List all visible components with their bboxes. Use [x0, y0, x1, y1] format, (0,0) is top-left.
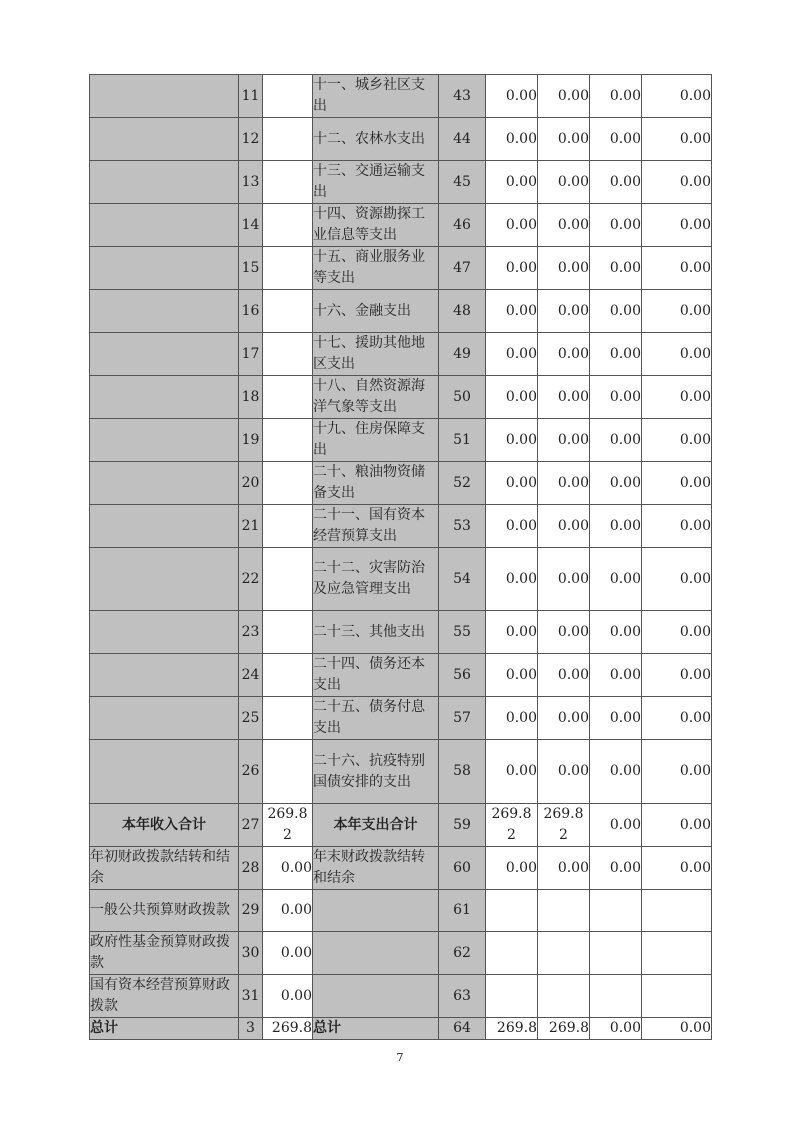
expenditure-value: 0.00: [486, 419, 538, 462]
table-row: [90, 376, 712, 419]
income-item-label: [90, 247, 239, 290]
fiscal-summary-table: [89, 74, 712, 1040]
expenditure-item-label: [313, 975, 439, 1018]
income-amount: [263, 290, 313, 333]
expenditure-item-label: 十七、援助其他地区支出: [313, 333, 439, 376]
expenditure-value: 0.00: [590, 290, 642, 333]
expenditure-value: 0.00: [486, 611, 538, 654]
income-amount: [263, 161, 313, 204]
expenditure-value: 0.00: [538, 548, 590, 611]
table-row: [90, 247, 712, 290]
expenditure-value: [590, 932, 642, 975]
sub-row: [90, 975, 712, 1018]
income-line-number: 15: [239, 247, 263, 290]
expenditure-value: 0.00: [538, 419, 590, 462]
income-amount: [263, 505, 313, 548]
income-amount: [263, 376, 313, 419]
expenditure-value: 0.00: [486, 505, 538, 548]
expenditure-value: 0.00: [590, 161, 642, 204]
income-item-label: [90, 290, 239, 333]
expenditure-value: 0.00: [642, 740, 712, 804]
table-row: [90, 333, 712, 376]
expenditure-value: 0.00: [642, 462, 712, 505]
sub-row: [90, 932, 712, 975]
table-row: [90, 697, 712, 740]
income-line-number: 31: [239, 975, 263, 1018]
income-amount: [263, 548, 313, 611]
expenditure-value: [486, 975, 538, 1018]
expenditure-value: 0.00: [538, 204, 590, 247]
table-row: [90, 611, 712, 654]
income-line-number: 30: [239, 932, 263, 975]
income-amount: [263, 204, 313, 247]
income-item-label: [90, 75, 239, 118]
expenditure-value: 0.00: [590, 654, 642, 697]
expenditure-value: 0.00: [590, 75, 642, 118]
expenditure-value: 0.00: [538, 654, 590, 697]
expenditure-line-number: 62: [439, 932, 486, 975]
table-row: [90, 740, 712, 804]
expenditure-value: 0.00: [590, 376, 642, 419]
expenditure-value: 0.00: [538, 697, 590, 740]
income-line-number: 27: [239, 804, 263, 847]
grand-total-exp-label: 总计: [313, 1018, 439, 1040]
expenditure-line-number: 58: [439, 740, 486, 804]
grand-total-value: 0.00: [642, 1018, 712, 1040]
expenditure-line-number: 46: [439, 204, 486, 247]
expenditure-value: 0.00: [486, 697, 538, 740]
expenditure-value: 0.00: [486, 376, 538, 419]
expenditure-total-value: 269.82: [486, 804, 538, 847]
expenditure-item-label: [313, 890, 439, 932]
expenditure-value: 0.00: [590, 462, 642, 505]
expenditure-value: 0.00: [486, 290, 538, 333]
expenditure-total-value: 0.00: [642, 804, 712, 847]
income-item-label: [90, 204, 239, 247]
expenditure-item-label: 二十一、国有资本经营预算支出: [313, 505, 439, 548]
table-row: [90, 204, 712, 247]
expenditure-line-number: 48: [439, 290, 486, 333]
expenditure-item-label: 十一、城乡社区支出: [313, 75, 439, 118]
income-item-label: [90, 548, 239, 611]
expenditure-value: 0.00: [642, 654, 712, 697]
table-row: [90, 654, 712, 697]
page-number: 7: [396, 1051, 404, 1064]
income-line-number: 23: [239, 611, 263, 654]
expenditure-value: [486, 932, 538, 975]
expenditure-total-label: 本年支出合计: [313, 804, 439, 847]
grand-total-row: [90, 1018, 712, 1040]
expenditure-value: 0.00: [486, 654, 538, 697]
expenditure-value: 0.00: [642, 548, 712, 611]
expenditure-item-label: 十五、商业服务业等支出: [313, 247, 439, 290]
grand-total-value: 269.8: [486, 1018, 538, 1040]
expenditure-item-label: 十六、金融支出: [313, 290, 439, 333]
income-line-number: 26: [239, 740, 263, 804]
expenditure-value: 0.00: [538, 462, 590, 505]
expenditure-value: 0.00: [642, 247, 712, 290]
expenditure-value: 0.00: [642, 505, 712, 548]
expenditure-value: [538, 975, 590, 1018]
expenditure-value: [538, 932, 590, 975]
expenditure-line-number: 45: [439, 161, 486, 204]
income-amount: [263, 740, 313, 804]
income-line-number: 20: [239, 462, 263, 505]
expenditure-value: 0.00: [538, 333, 590, 376]
expenditure-value: 0.00: [642, 118, 712, 161]
expenditure-value: 0.00: [642, 333, 712, 376]
income-line-number: 24: [239, 654, 263, 697]
expenditure-value: [642, 890, 712, 932]
expenditure-value: 0.00: [590, 204, 642, 247]
appropriation-label: 一般公共预算财政拨款: [90, 890, 239, 932]
expenditure-value: 0.00: [590, 247, 642, 290]
expenditure-item-label: 二十三、其他支出: [313, 611, 439, 654]
income-line-number: 22: [239, 548, 263, 611]
income-item-label: [90, 419, 239, 462]
income-total-amount: 269.82: [263, 804, 313, 847]
income-item-label: [90, 462, 239, 505]
appropriation-amount: 0.00: [263, 932, 313, 975]
expenditure-item-label: 十四、资源勘探工业信息等支出: [313, 204, 439, 247]
income-line-number: 19: [239, 419, 263, 462]
expenditure-line-number: 50: [439, 376, 486, 419]
income-item-label: [90, 161, 239, 204]
income-line-number: 14: [239, 204, 263, 247]
income-line-number: 28: [239, 847, 263, 890]
expenditure-value: 0.00: [642, 290, 712, 333]
expenditure-value: 0.00: [486, 333, 538, 376]
expenditure-value: 0.00: [538, 118, 590, 161]
grand-total-label: 总计: [90, 1018, 239, 1040]
appropriation-amount: 0.00: [263, 890, 313, 932]
income-amount: [263, 75, 313, 118]
expenditure-value: [590, 890, 642, 932]
expenditure-value: 0.00: [538, 505, 590, 548]
income-line-number: 18: [239, 376, 263, 419]
income-item-label: [90, 333, 239, 376]
income-amount: [263, 654, 313, 697]
income-line-number: 13: [239, 161, 263, 204]
grand-total-value: 269.8: [538, 1018, 590, 1040]
expenditure-value: 0.00: [486, 118, 538, 161]
income-item-label: [90, 740, 239, 804]
expenditure-value: 0.00: [538, 611, 590, 654]
expenditure-line-number: 64: [439, 1018, 486, 1040]
table-row: [90, 161, 712, 204]
expenditure-line-number: 56: [439, 654, 486, 697]
expenditure-item-label: 二十六、抗疫特别国债安排的支出: [313, 740, 439, 804]
appropriation-label: 国有资本经营预算财政拨款: [90, 975, 239, 1018]
expenditure-line-number: 52: [439, 462, 486, 505]
expenditure-value: 0.00: [486, 75, 538, 118]
expenditure-value: 0.00: [486, 204, 538, 247]
expenditure-line-number: 54: [439, 548, 486, 611]
income-item-label: [90, 654, 239, 697]
income-item-label: [90, 697, 239, 740]
expenditure-value: 0.00: [590, 548, 642, 611]
table-row: [90, 505, 712, 548]
expenditure-value: 0.00: [642, 376, 712, 419]
table-row: [90, 462, 712, 505]
expenditure-value: 0.00: [590, 118, 642, 161]
income-item-label: [90, 505, 239, 548]
total-year-row: [90, 804, 712, 847]
expenditure-value: 0.00: [538, 290, 590, 333]
carry-over-end-label: 年末财政拨款结转和结余: [313, 847, 439, 890]
expenditure-item-label: 二十四、债务还本支出: [313, 654, 439, 697]
income-line-number: 29: [239, 890, 263, 932]
carry-over-row: [90, 847, 712, 890]
income-line-number: 11: [239, 75, 263, 118]
table-row: [90, 548, 712, 611]
expenditure-line-number: 53: [439, 505, 486, 548]
expenditure-line-number: 60: [439, 847, 486, 890]
expenditure-value: [590, 975, 642, 1018]
expenditure-total-value: 0.00: [590, 804, 642, 847]
income-line-number: 3: [239, 1018, 263, 1040]
expenditure-value: 0.00: [538, 75, 590, 118]
table-row: [90, 118, 712, 161]
income-amount: [263, 697, 313, 740]
expenditure-item-label: 十三、交通运输支出: [313, 161, 439, 204]
expenditure-item-label: 十九、住房保障支出: [313, 419, 439, 462]
expenditure-value: 0.00: [590, 740, 642, 804]
carry-over-end-value: 0.00: [538, 847, 590, 890]
grand-total-value: 0.00: [590, 1018, 642, 1040]
carry-over-end-value: 0.00: [642, 847, 712, 890]
income-line-number: 12: [239, 118, 263, 161]
expenditure-value: 0.00: [486, 462, 538, 505]
expenditure-value: 0.00: [642, 204, 712, 247]
expenditure-value: 0.00: [590, 697, 642, 740]
expenditure-line-number: 51: [439, 419, 486, 462]
expenditure-line-number: 43: [439, 75, 486, 118]
expenditure-value: 0.00: [642, 75, 712, 118]
expenditure-item-label: 二十二、灾害防治及应急管理支出: [313, 548, 439, 611]
expenditure-value: 0.00: [642, 419, 712, 462]
income-line-number: 21: [239, 505, 263, 548]
expenditure-value: 0.00: [538, 376, 590, 419]
income-item-label: [90, 611, 239, 654]
income-line-number: 17: [239, 333, 263, 376]
carry-over-start-label: 年初财政拨款结转和结余: [90, 847, 239, 890]
expenditure-item-label: [313, 932, 439, 975]
expenditure-value: 0.00: [486, 247, 538, 290]
expenditure-value: [642, 932, 712, 975]
income-line-number: 16: [239, 290, 263, 333]
expenditure-line-number: 49: [439, 333, 486, 376]
carry-over-end-value: 0.00: [486, 847, 538, 890]
income-total-label: 本年收入合计: [90, 804, 239, 847]
expenditure-line-number: 44: [439, 118, 486, 161]
table-row: [90, 75, 712, 118]
expenditure-line-number: 57: [439, 697, 486, 740]
expenditure-total-value: 269.82: [538, 804, 590, 847]
expenditure-value: 0.00: [538, 161, 590, 204]
income-item-label: [90, 118, 239, 161]
expenditure-line-number: 63: [439, 975, 486, 1018]
expenditure-line-number: 59: [439, 804, 486, 847]
sub-row: [90, 890, 712, 932]
appropriation-amount: 0.00: [263, 975, 313, 1018]
expenditure-value: 0.00: [590, 505, 642, 548]
expenditure-value: 0.00: [642, 161, 712, 204]
income-amount: [263, 419, 313, 462]
expenditure-value: 0.00: [590, 419, 642, 462]
income-amount: [263, 333, 313, 376]
expenditure-value: 0.00: [538, 740, 590, 804]
carry-over-start-amount: 0.00: [263, 847, 313, 890]
expenditure-value: [538, 890, 590, 932]
expenditure-value: [642, 975, 712, 1018]
expenditure-line-number: 55: [439, 611, 486, 654]
expenditure-line-number: 61: [439, 890, 486, 932]
expenditure-value: 0.00: [486, 548, 538, 611]
expenditure-value: 0.00: [486, 740, 538, 804]
table-row: [90, 419, 712, 462]
expenditure-item-label: 十八、自然资源海洋气象等支出: [313, 376, 439, 419]
appropriation-label: 政府性基金预算财政拨款: [90, 932, 239, 975]
grand-total-amount: 269.8: [263, 1018, 313, 1040]
income-amount: [263, 611, 313, 654]
expenditure-value: 0.00: [590, 611, 642, 654]
expenditure-item-label: 二十、粮油物资储备支出: [313, 462, 439, 505]
expenditure-value: 0.00: [590, 333, 642, 376]
expenditure-value: 0.00: [538, 247, 590, 290]
expenditure-value: 0.00: [642, 697, 712, 740]
expenditure-item-label: 十二、农林水支出: [313, 118, 439, 161]
income-amount: [263, 247, 313, 290]
expenditure-value: [486, 890, 538, 932]
table-row: [90, 290, 712, 333]
expenditure-value: 0.00: [486, 161, 538, 204]
income-item-label: [90, 376, 239, 419]
income-amount: [263, 462, 313, 505]
expenditure-value: 0.00: [642, 611, 712, 654]
income-amount: [263, 118, 313, 161]
income-line-number: 25: [239, 697, 263, 740]
carry-over-end-value: 0.00: [590, 847, 642, 890]
expenditure-item-label: 二十五、债务付息支出: [313, 697, 439, 740]
expenditure-line-number: 47: [439, 247, 486, 290]
